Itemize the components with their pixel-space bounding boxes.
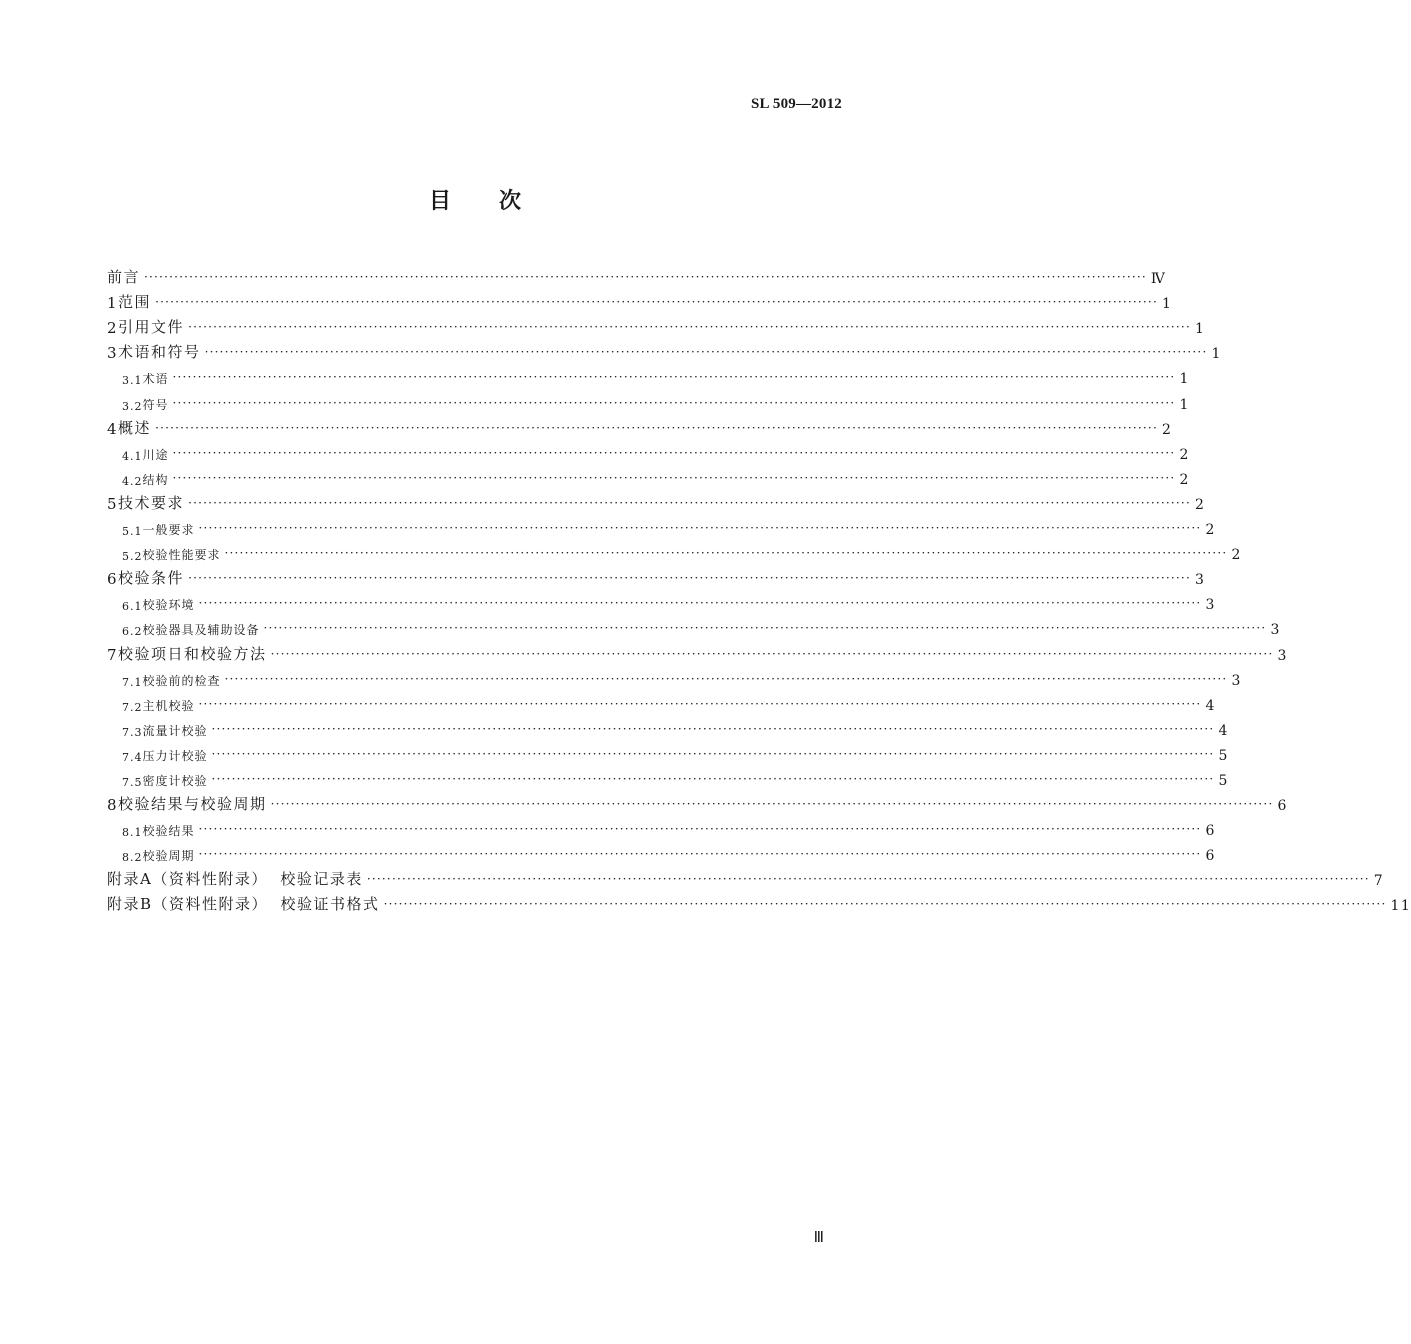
- toc-entry[interactable]: [107, 889, 1411, 915]
- toc-entry[interactable]: [107, 764, 1229, 789]
- toc-entry-label: 一般要求: [142, 523, 195, 538]
- toc-leader-dots: ········································································································································································································: [172, 445, 1176, 460]
- toc-entry-number: 8: [107, 796, 119, 815]
- toc-entry-page: 1: [1194, 321, 1206, 338]
- toc-entry[interactable]: [107, 714, 1229, 739]
- toc-entry-page: 3: [1205, 597, 1216, 614]
- toc-entry-page: 2: [1205, 522, 1216, 539]
- toc-leader-dots: ········································································································································································································: [270, 797, 1274, 812]
- toc-entry-number: 7.1: [122, 675, 143, 689]
- toc-entry-page: 1: [1161, 296, 1173, 313]
- toc-entry[interactable]: [107, 638, 1288, 664]
- toc-entry-page: 1: [1211, 346, 1222, 363]
- toc-entry[interactable]: [107, 689, 1216, 714]
- toc-entry-label: 流量计校验: [142, 723, 208, 738]
- toc-entry-number: 2: [107, 319, 119, 338]
- toc-entry-label: 校验结果: [142, 824, 195, 839]
- toc-leader-dots: ········································································································································································································: [198, 596, 1202, 611]
- toc-entry-label: 压力计校验: [142, 748, 208, 763]
- toc-entry[interactable]: [107, 488, 1206, 513]
- toc-entry-number: 3.2: [122, 399, 143, 413]
- toc-entry-label: 技术要求: [118, 493, 185, 512]
- toc-entry-label: 主机校验: [142, 698, 195, 713]
- toc-leader-dots: ········································································································································································································: [188, 571, 1191, 586]
- toc-entry-page: 3: [1194, 572, 1206, 589]
- toc-entry[interactable]: [107, 664, 1242, 689]
- toc-entry-label: 引用文件: [118, 318, 185, 337]
- toc-leader-dots: ········································································································································································································: [263, 621, 1267, 636]
- toc-entry-label: 术语: [142, 372, 169, 387]
- toc-entry[interactable]: [107, 513, 1216, 539]
- toc-entry-page: 2: [1161, 421, 1173, 438]
- toc-entry-page: 6: [1205, 848, 1216, 865]
- toc-entry-label: 川途: [142, 447, 169, 462]
- toc-entry[interactable]: [107, 814, 1216, 840]
- toc-entry[interactable]: [107, 463, 1190, 488]
- toc-entry-label: 校验周期: [142, 849, 195, 864]
- toc-entry-number: 7: [107, 645, 119, 664]
- toc-entry-number: 6: [107, 570, 119, 589]
- toc-leader-dots: ········································································································································································································: [366, 872, 1370, 887]
- toc-entry-label: 校验环境: [142, 598, 195, 613]
- toc-leader-dots: ········································································································································································································: [198, 847, 1202, 862]
- toc-leader-dots: ········································································································································································································: [198, 521, 1202, 536]
- toc-leader-dots: ········································································································································································································: [270, 646, 1274, 661]
- toc-leader-dots: ········································································································································································································: [172, 470, 1176, 485]
- toc-entry[interactable]: [107, 864, 1385, 890]
- toc-leader-dots: ········································································································································································································: [155, 420, 1158, 435]
- toc-leader-dots: ········································································································································································································: [172, 370, 1176, 385]
- toc-entry[interactable]: [107, 262, 1167, 288]
- toc-entry-page: 5: [1218, 747, 1229, 764]
- toc-entry-page: 2: [1231, 547, 1242, 564]
- toc-entry-page: 2: [1179, 446, 1190, 463]
- toc-leader-dots: ········································································································································································································: [198, 822, 1202, 837]
- toc-entry[interactable]: [107, 337, 1222, 363]
- toc-entry-page: 11: [1390, 898, 1411, 915]
- toc-entry-number: 4.1: [122, 449, 143, 463]
- toc-entry-number: 6.2: [122, 625, 143, 639]
- toc-entry-number: 4.2: [122, 474, 143, 488]
- toc-entry[interactable]: [107, 538, 1242, 564]
- toc-entry-number: 5.1: [122, 525, 143, 539]
- toc-entry[interactable]: [107, 839, 1216, 865]
- toc-entry[interactable]: [107, 287, 1173, 313]
- toc-entry-page: Ⅳ: [1150, 271, 1167, 288]
- toc-leader-dots: ········································································································································································································: [211, 746, 1215, 761]
- toc-leader-dots: ········································································································································································································: [204, 345, 1208, 360]
- toc-leader-dots: ········································································································································································································: [172, 395, 1176, 410]
- toc-entry-page: 5: [1218, 772, 1229, 789]
- toc-leader-dots: ········································································································································································································: [188, 320, 1191, 335]
- page-number: Ⅲ: [813, 1230, 824, 1246]
- toc-entry-number: 8.2: [122, 851, 143, 865]
- toc-entry-number: 3.1: [122, 374, 143, 388]
- toc-entry-number: 8.1: [122, 826, 143, 840]
- toc-entry-page: 3: [1277, 647, 1288, 664]
- toc-entry-label: 概述: [118, 418, 152, 437]
- toc-entry-page: 7: [1373, 873, 1385, 890]
- toc-entry[interactable]: [107, 563, 1206, 589]
- toc-entry-number: 6.1: [122, 600, 143, 614]
- toc-entry[interactable]: [107, 613, 1281, 639]
- toc-entry-label: 校验器具及辅助设备: [142, 623, 260, 638]
- toc-entry-page: 4: [1218, 722, 1229, 739]
- toc-entry-page: 6: [1205, 823, 1216, 840]
- toc-entry-label: 结构: [142, 472, 169, 487]
- toc-entry-number: 7.4: [122, 750, 143, 764]
- toc-leader-dots: ········································································································································································································: [188, 495, 1191, 510]
- toc-entry-number: 7.2: [122, 700, 143, 714]
- toc-leader-dots: ········································································································································································································: [144, 270, 1147, 285]
- toc-entry-page: 4: [1205, 697, 1216, 714]
- toc-entry-label: 符号: [142, 397, 169, 412]
- toc-entry[interactable]: [107, 789, 1288, 815]
- toc-leader-dots: ········································································································································································································: [383, 897, 1387, 912]
- toc-entry[interactable]: [107, 387, 1190, 413]
- toc-entry-page: 3: [1270, 622, 1281, 639]
- toc-entry[interactable]: [107, 312, 1206, 338]
- toc-entry-page: 2: [1194, 496, 1206, 513]
- toc-entry-label: 校验条件: [118, 569, 185, 588]
- toc-entry-label: 附录A（资料性附录） 校验记录表: [107, 870, 363, 889]
- toc-entry-page: 6: [1277, 798, 1288, 815]
- toc-entry-label: 范围: [118, 293, 152, 312]
- toc-entry-number: 5: [107, 494, 119, 513]
- toc-leader-dots: ········································································································································································································: [224, 546, 1228, 561]
- toc-leader-dots: ········································································································································································································: [211, 721, 1215, 736]
- toc-entry-page: 2: [1179, 471, 1190, 488]
- toc-leader-dots: ········································································································································································································: [155, 295, 1158, 310]
- toc-entry-label: 校验结果与校验周期: [118, 795, 267, 814]
- toc-entry-label: 校验前的检查: [142, 673, 221, 688]
- toc-leader-dots: ········································································································································································································: [211, 771, 1215, 786]
- toc-entry-number: 7.5: [122, 775, 143, 789]
- table-of-contents: [107, 262, 1411, 915]
- toc-entry-number: 5.2: [122, 550, 143, 564]
- toc-entry-number: 3: [107, 344, 119, 363]
- toc-leader-dots: ········································································································································································································: [224, 671, 1228, 686]
- toc-entry-label: 密度计校验: [142, 773, 208, 788]
- toc-entry[interactable]: [107, 362, 1190, 388]
- toc-entry[interactable]: [107, 588, 1216, 614]
- standard-code: SL 509—2012: [751, 96, 842, 112]
- toc-entry-number: 4: [107, 419, 119, 438]
- toc-entry[interactable]: [107, 413, 1173, 438]
- page-title: 目次: [428, 189, 569, 214]
- toc-entry-label: 术语和符号: [118, 343, 201, 362]
- toc-entry[interactable]: [107, 739, 1229, 764]
- toc-entry-page: 1: [1179, 371, 1190, 388]
- toc-entry-label: 前言: [107, 268, 141, 287]
- toc-entry[interactable]: [107, 438, 1190, 463]
- toc-entry-label: 附录B（资料性附录） 校验证书格式: [107, 895, 380, 914]
- toc-leader-dots: ········································································································································································································: [198, 696, 1202, 711]
- toc-entry-number: 7.3: [122, 725, 143, 739]
- toc-entry-page: 1: [1179, 396, 1190, 413]
- toc-entry-label: 校验项日和校验方法: [118, 644, 267, 663]
- toc-entry-label: 校验性能要求: [142, 548, 221, 563]
- toc-entry-number: 1: [107, 294, 119, 313]
- toc-entry-page: 3: [1231, 672, 1242, 689]
